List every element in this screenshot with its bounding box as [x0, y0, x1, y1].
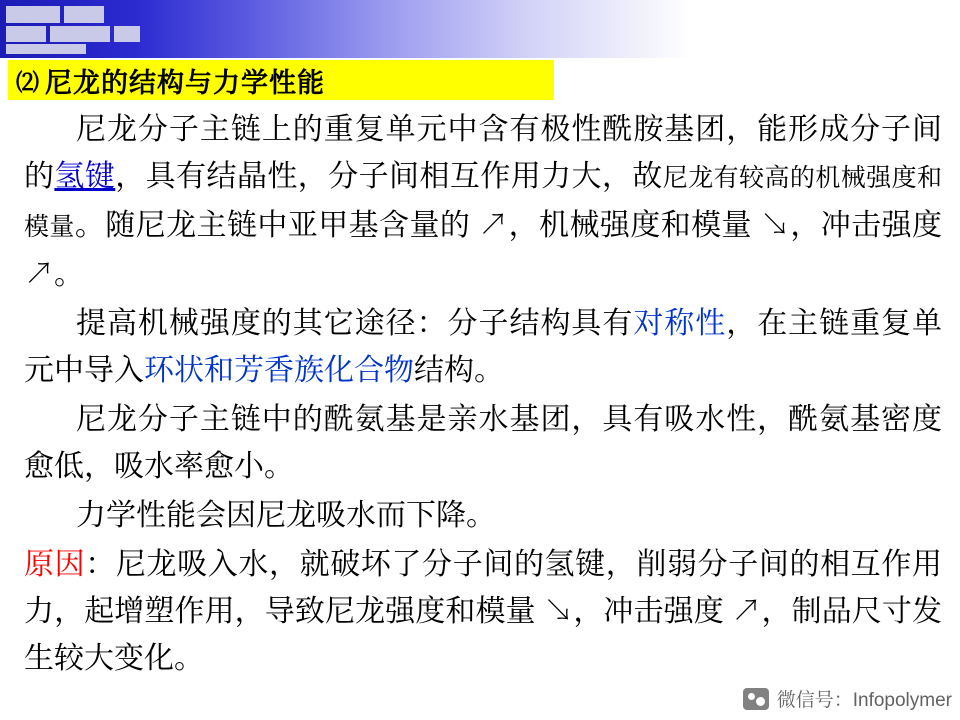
- decorative-block: [50, 26, 110, 42]
- text-run-small: 机械强度和模量: [24, 165, 942, 241]
- decorative-block: [6, 6, 60, 23]
- paragraph-5: [24, 541, 942, 682]
- watermark: [743, 685, 952, 712]
- slide-body: [24, 106, 942, 684]
- text-run: 。随尼龙主链中亚甲基含量的 ↗，机械强度和模量 ↘，冲击强度 ↗。: [24, 209, 942, 291]
- decorative-block: [64, 6, 104, 23]
- text-run-cyclic-aromatic: 环状和芳香族化合物: [144, 354, 414, 387]
- decorative-blocks: [0, 0, 230, 58]
- text-run-symmetry: 对称性: [633, 307, 727, 340]
- paragraph-1: [24, 106, 942, 298]
- decorative-block: [114, 26, 140, 42]
- title-marker: ⑵: [16, 68, 39, 95]
- text-run: 尼龙分子主链上的重复单元中含有极性酰胺基团，能形成分子间的: [24, 113, 942, 193]
- decorative-block: [6, 26, 46, 42]
- paragraph-4: [24, 492, 942, 539]
- text-run: 力学性能会因尼龙吸水而下降。: [76, 499, 496, 532]
- text-run: ：尼龙吸入水，就破坏了分子间的氢键，削弱分子间的相互作用力，起增塑作用，导致尼龙强度和模量 ↘，冲击强度 ↗，制品尺寸发生较大变化。: [24, 548, 943, 675]
- text-run: 提高机械强度的其它途径：分子结构具有: [76, 307, 634, 340]
- watermark-text: 微信号：Infopolymer: [776, 690, 952, 711]
- text-run-small: 尼龙有较高的: [662, 165, 816, 192]
- text-run-reason-label: 原因: [24, 548, 86, 581]
- decorative-top-band: [0, 0, 960, 58]
- text-run: ，具有结晶性，分子间相互作用力大，故: [115, 160, 663, 193]
- text-run-hydrogen-bond: 氢键: [54, 160, 116, 193]
- text-run: 尼龙分子主链中的酰氨基是亲水基团，具有吸水性，酰氨基密度愈低，吸水率愈小。: [24, 403, 942, 483]
- page-title: 尼龙的结构与力学性能: [45, 67, 325, 98]
- slide-title-bar: [8, 60, 554, 100]
- decorative-block: [6, 44, 86, 54]
- text-run: 结构。: [414, 354, 504, 387]
- paragraph-2: [24, 300, 942, 394]
- wechat-icon: [743, 688, 769, 710]
- text-run: ，在主链重复单元中导入: [24, 307, 943, 387]
- paragraph-3: [24, 396, 942, 490]
